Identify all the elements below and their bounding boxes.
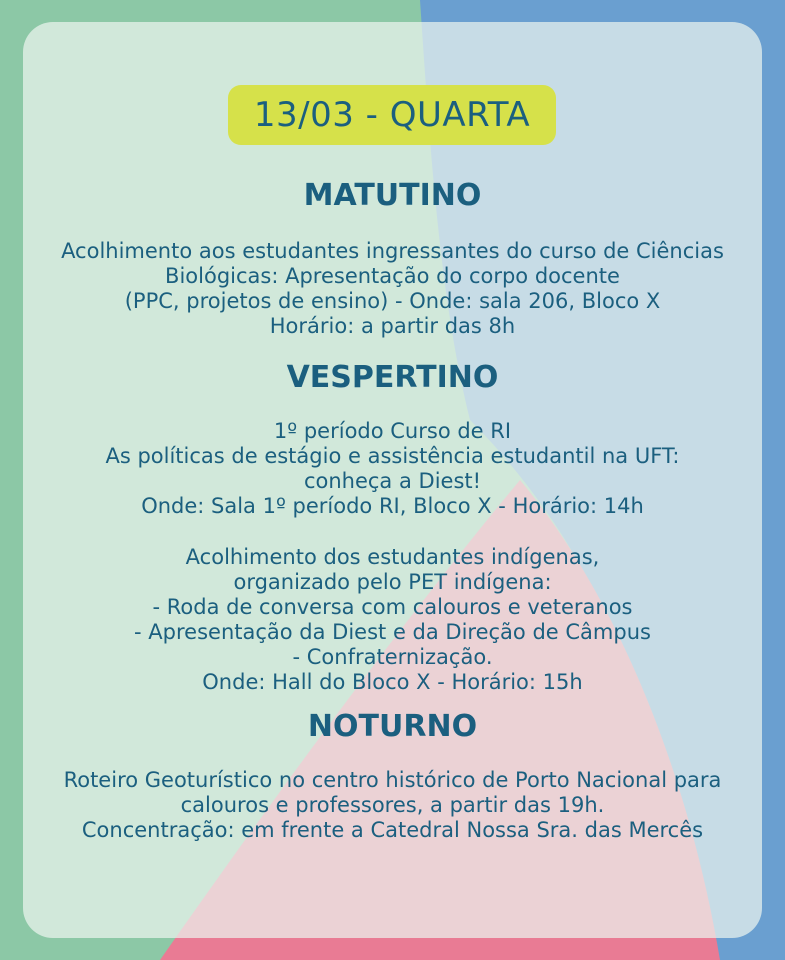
text-line: - Roda de conversa com calouros e veteranos: [152, 595, 633, 619]
text-line: (PPC, projetos de ensino) - Onde: sala 206, Bloco X: [124, 289, 661, 313]
text-line: Onde: Sala 1º período RI, Bloco X - Horário: 14h: [141, 494, 644, 518]
text-line: - Confraternização.: [292, 645, 493, 669]
text-line: Roteiro Geoturístico no centro histórico de Porto Nacional para: [63, 768, 722, 792]
text-line: Acolhimento dos estudantes indígenas,: [185, 545, 600, 569]
matutino-details: [0, 239, 785, 339]
vespertino-event-2: [0, 545, 785, 695]
text-line: As políticas de estágio e assistência estudantil na UFT:: [105, 444, 680, 468]
text-line: Concentração: em frente a Catedral Nossa Sra. das Mercês: [81, 818, 704, 842]
text-line: conheça a Diest!: [303, 469, 482, 493]
text-line: - Apresentação da Diest e da Direção de Câmpus: [134, 620, 651, 644]
text-line: Acolhimento aos estudantes ingressantes do curso de Ciências: [61, 239, 724, 263]
text-line: calouros e professores, a partir das 19h.: [180, 793, 605, 817]
text-line: Biológicas: Apresentação do corpo docente: [165, 264, 620, 288]
vespertino-event-1: [0, 419, 785, 519]
text-line: Onde: Hall do Bloco X - Horário: 15h: [202, 670, 583, 694]
text-line: Horário: a partir das 8h: [269, 314, 516, 338]
noturno-details: [0, 768, 785, 843]
text-line: organizado pelo PET indígena:: [233, 570, 552, 594]
heading-matutino: MATUTINO: [303, 178, 482, 213]
heading-vespertino: VESPERTINO: [286, 360, 499, 395]
date-badge: 13/03 - QUARTA: [228, 85, 556, 145]
heading-noturno: NOTURNO: [307, 709, 478, 744]
text-line: 1º período Curso de RI: [273, 419, 512, 443]
